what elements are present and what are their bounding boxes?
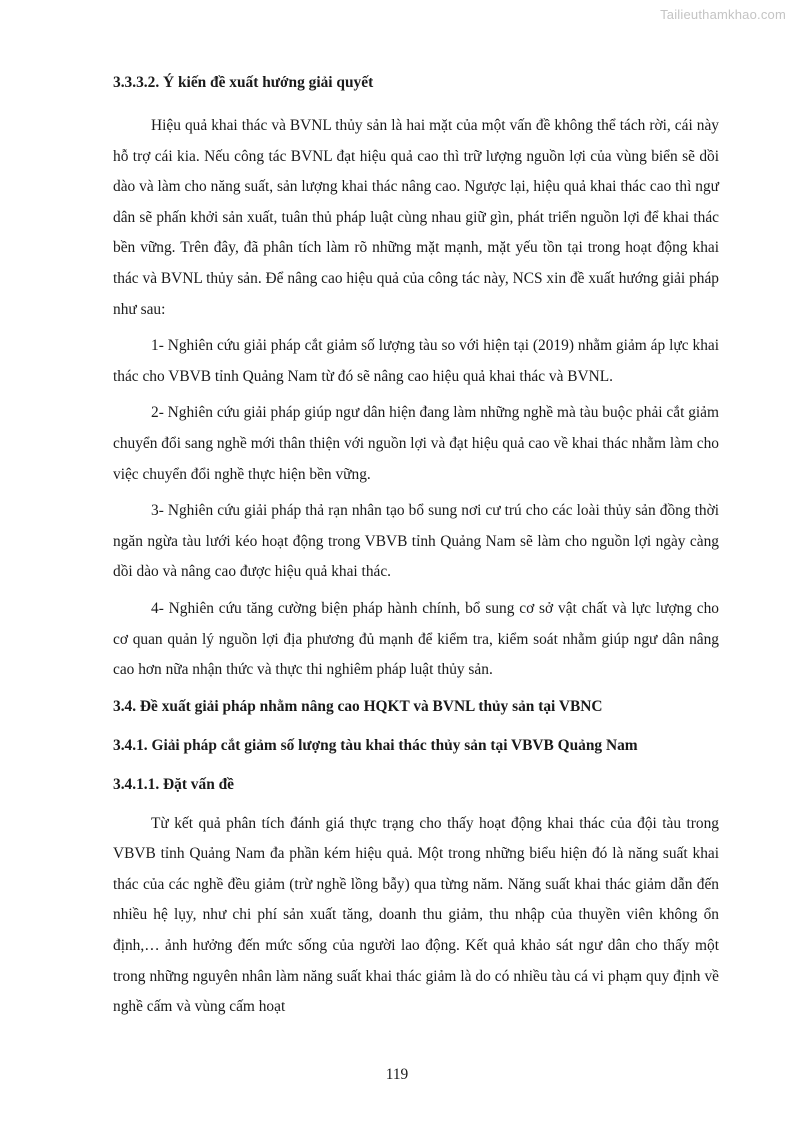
section-heading-3-4-1: 3.4.1. Giải pháp cắt giảm số lượng tàu khai thác thủy sản tại VBVB Quảng Nam <box>113 736 638 754</box>
paragraph-intro: Hiệu quả khai thác và BVNL thủy sản là hai mặt của một vấn đề không thể tách rời, cái này hỗ trợ cái kia. Nếu công tác BVNL đạt hiệu quả cao thì trữ lượng nguồn lợi của vùng biển sẽ dồi dào và làm cho năng suất, sản lượng khai thác nâng cao. Ngược lại, hiệu quả khai thác cao thì ngư dân sẽ phấn khởi sản xuất, tuân thủ pháp luật cùng nhau giữ gìn, phát triển nguồn lợi để khai thác bền vững. Trên đây, đã phân tích làm rõ những mặt mạnh, mặt yếu tồn tại trong hoạt động khai thác và BVNL thủy sản. Để nâng cao hiệu quả của công tác này, NCS xin đề xuất hướng giải pháp như sau: <box>113 117 719 318</box>
document-page <box>113 72 719 1023</box>
paragraph-problem-statement: Từ kết quả phân tích đánh giá thực trạng cho thấy hoạt động khai thác của đội tàu trong VBVB tỉnh Quảng Nam đa phần kém hiệu quả. Một trong những biểu hiện đó là năng suất khai thác của các nghề đều giảm (trừ nghề lồng bẫy) qua từng năm. Năng suất khai thác giảm dẫn đến nhiều hệ lụy, như chi phí sản xuất tăng, doanh thu giảm, thu nhập của thuyền viên không ổn định,… ảnh hưởng đến mức sống của người lao động. Kết quả khảo sát ngư dân cho thấy một trong những nguyên nhân làm năng suất khai thác giảm là do có nhiều tàu cá vi phạm quy định về nghề cấm và vùng cấm hoạt <box>113 814 719 1016</box>
proposal-item-4: 4- Nghiên cứu tăng cường biện pháp hành chính, bổ sung cơ sở vật chất và lực lượng cho cơ quan quản lý nguồn lợi địa phương đủ mạnh để kiểm tra, kiểm soát nhằm giúp ngư dân nâng cao hơn nữa nhận thức và thực thi nghiêm pháp luật thủy sản. <box>113 599 719 679</box>
watermark-text: Tailieuthamkhao.com <box>660 7 786 22</box>
proposal-item-1: 1- Nghiên cứu giải pháp cắt giảm số lượng tàu so với hiện tại (2019) nhằm giảm áp lực khai thác cho VBVB tỉnh Quảng Nam từ đó sẽ nâng cao hiệu quả khai thác và BVNL. <box>113 337 719 385</box>
section-heading-3-4-1-1: 3.4.1.1. Đặt vấn đề <box>113 775 234 793</box>
proposal-item-3: 3- Nghiên cứu giải pháp thả rạn nhân tạo bổ sung nơi cư trú cho các loài thủy sản đồng thời ngăn ngừa tàu lưới kéo hoạt động trong VBVB tỉnh Quảng Nam sẽ làm cho nguồn lợi ngày càng dồi dào và nâng cao được hiệu quả khai thác. <box>113 502 719 581</box>
section-heading-3-3-3-2: 3.3.3.2. Ý kiến đề xuất hướng giải quyết <box>113 74 374 91</box>
page-number: 119 <box>385 1066 409 1083</box>
proposal-item-2: 2- Nghiên cứu giải pháp giúp ngư dân hiện đang làm những nghề mà tàu buộc phải cắt giảm chuyển đổi sang nghề mới thân thiện với nguồn lợi và đạt hiệu quả cao về khai thác nhằm làm cho việc chuyển đổi nghề thực hiện bền vững. <box>113 404 719 483</box>
section-heading-3-4: 3.4. Đề xuất giải pháp nhằm nâng cao HQKT và BVNL thủy sản tại VBNC <box>113 697 603 715</box>
